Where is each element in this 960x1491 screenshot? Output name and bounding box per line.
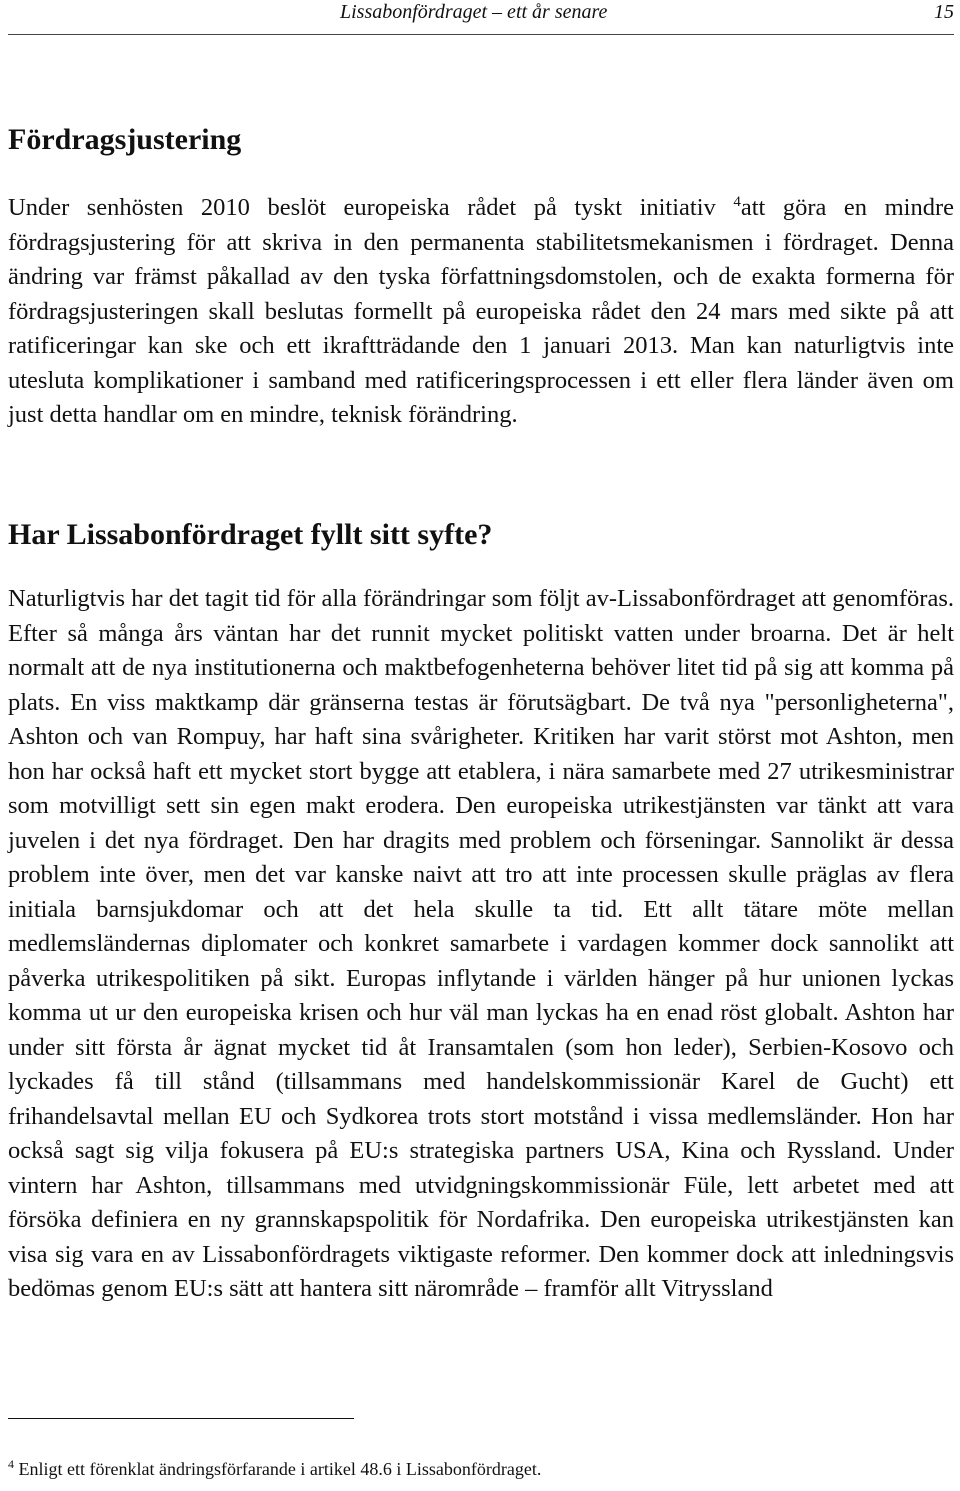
running-title: Lissabonfördraget – ett år senare [340,1,608,23]
paragraph-text: Under senhösten 2010 beslöt europeiska rådet på tyskt initiativ [8,194,734,221]
running-header [8,0,954,35]
section-heading: Har Lissabonfördraget fyllt sitt syfte? [8,518,493,551]
body-paragraph: Naturligtvis har det tagit tid för alla förändringar som följt av-Lissabonfördraget att genomföras. Efter så många års väntan har det runnit mycket politiskt vatten under broarna. Det är helt normalt att de nya institutionerna och maktbefogenheterna behöver litet tid på sig att komma på plats. En viss maktkamp där gränserna testas är förutsägbart. De två nya "personligheterna", Ashton och van Rompuy, har haft sina svårigheter. Kritiken har varit störst mot Ashton, men hon har också haft ett mycket stort bygge att etablera, i nära samarbete med 27 utrikesministrar som motvilligt sett sin egen makt erodera. Den europeiska utrikestjänsten var tänkt att vara juvelen i det nya fördraget. Den har dragits med problem och förseningar. Sannolikt är dessa problem inte över, men det var kanske naivt att tro att inte processen skulle präglas av flera initiala barnsjukdomar och att det hela skulle ta tid. Ett allt tätare möte mellan medlemsländernas diplomater och konkret samarbete i vardagen kommer dock sannolikt att påverka utrikespolitiken på sikt. Europas inflytande i världen hänger på hur unionen lyckas komma ut ur den europeiska krisen och hur väl man lyckas ha en enad röst globalt. Ashton har under sitt första år ägnat mycket tid åt Iransamtalen (som hon leder), Serbien-Kosovo och lyckades få till stånd (tillsammans med handelskommissionär Karel de Gucht) ett frihandelsavtal mellan EU och Sydkorea trots stort motstånd i vissa medlemsländer. Hon har också sagt sig vilja fokusera på EU:s strategiska partners USA, Kina och Ryssland. Under vintern har Ashton, tillsammans med utvidgningskommissionär Füle, lett arbetet med att försöka definiera en ny grannskapspolitik för Nordafrika. Den europeiska utrikestjänsten kan visa sig vara en av Lissabonfördragets viktigaste reformer. Den kommer dock att inledningsvis bedömas genom EU:s sätt att hantera sitt närområde – framför allt Vitryssland [8,585,954,1302]
footnote-number: 4 [8,1457,14,1471]
body-paragraph [8,191,954,433]
footnote-text: Enligt ett förenklat ändringsförfarande i artikel 48.6 i Lissabonfördraget. [14,1459,542,1479]
page-number: 15 [934,1,954,23]
footnote [8,1458,541,1480]
footnote-reference[interactable]: 4 [733,194,741,210]
paragraph-text: att göra en mindre fördragsjustering för att skriva in den permanenta stabilitetsmekanismen i fördraget. Denna ändring var främst påkallad av den tyska författningsdomstolen, och de exakta formerna för fördragsjusteringen skall beslutas formellt på europeiska rådet den 24 mars med sikte på att ratificeringar kan ske och ett ikraftträdande den 1 januari 2013. Man kan naturligtvis inte utesluta komplikationer i samband med ratificeringsprocessen i ett eller flera länder även om just detta handlar om en mindre, teknisk förändring. [8,194,954,428]
footnote-divider [8,1418,354,1419]
section-heading: Fördragsjustering [8,123,242,156]
